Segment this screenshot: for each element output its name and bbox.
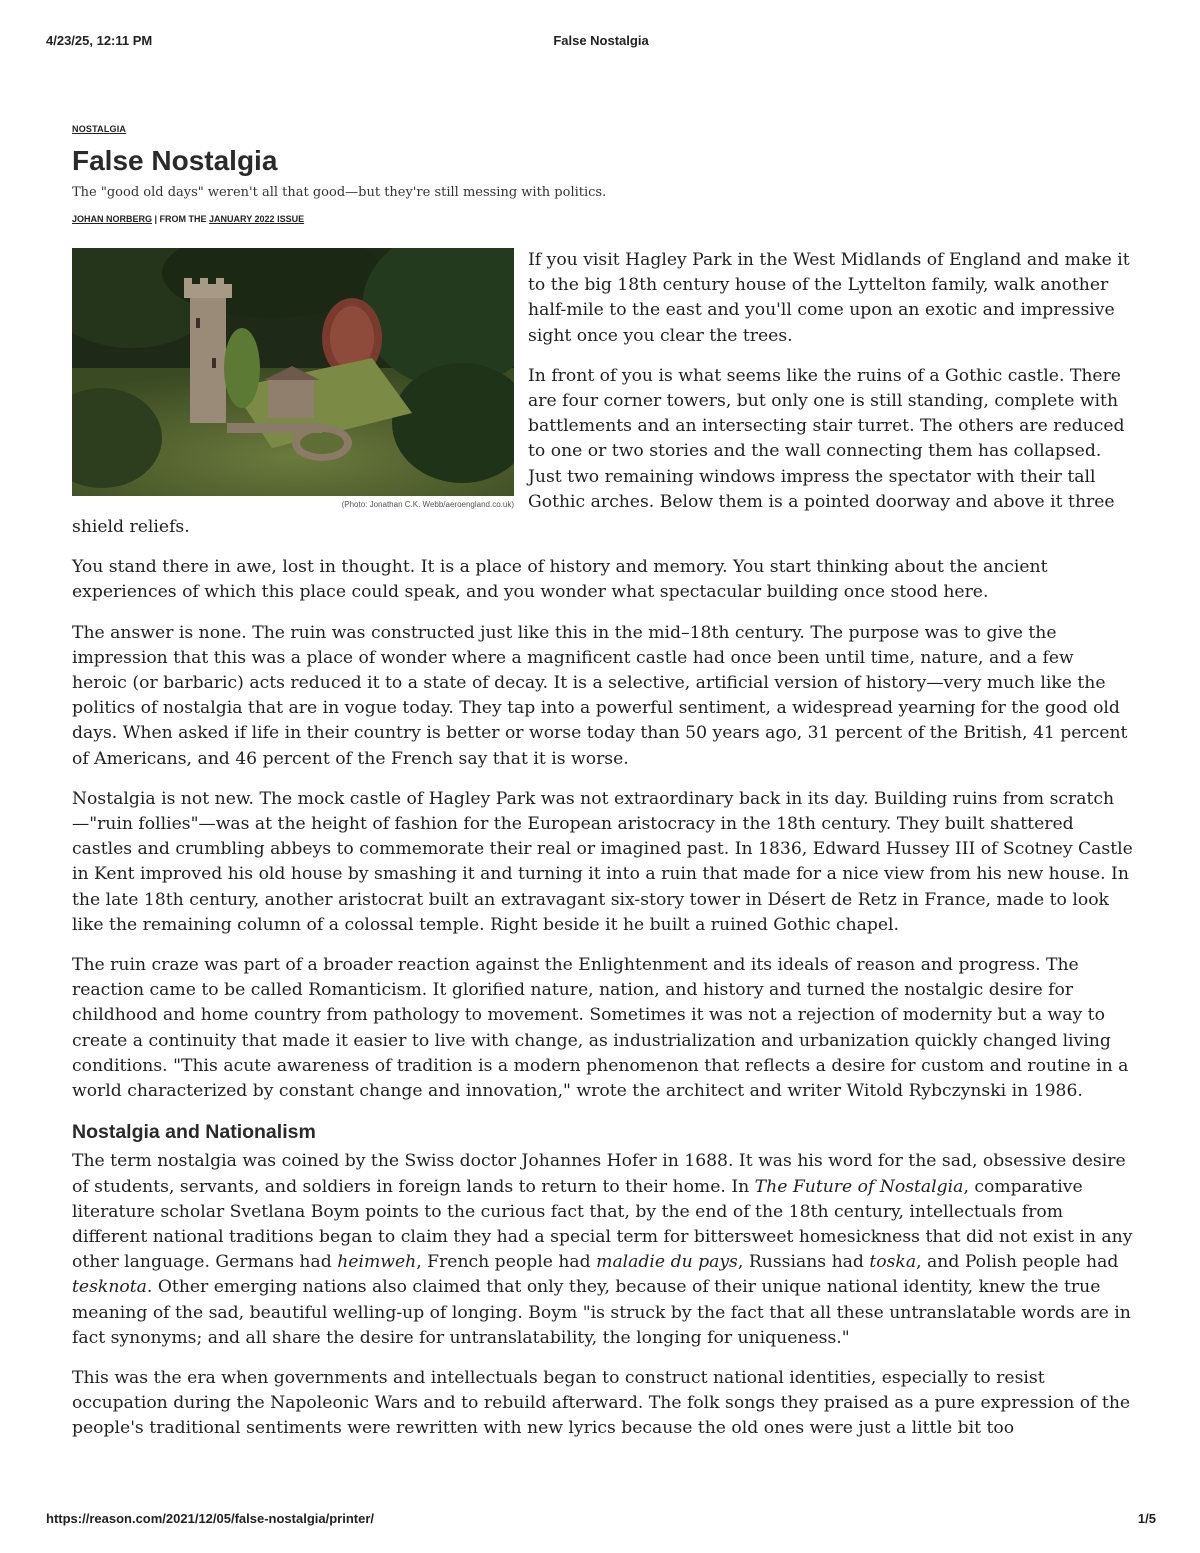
article [72,124,1134,1457]
issue-link[interactable]: JANUARY 2022 ISSUE [209,214,305,224]
text-run: The term nostalgia was coined by the Swiss doctor Johannes Hofer in 1688. It was his word for the sad, obsessive desire of students, servants, and soldiers in foreign lands to return to their home. In [72,1151,1126,1197]
text-run: , Russians had [737,1252,870,1273]
paragraph: In front of you is what seems like the ruins of a Gothic castle. There are four corner towers, but only one is still standing, complete with battlements and an intersecting stair turret. The others are reduced to one or two stories and the wall connecting them has collapsed. Just two remaining windows impress the spectator with their tall Gothic arches. Below them is a pointed doorway and above it three shield reliefs. [72,365,1125,538]
paragraph [72,1149,1134,1351]
paragraph: If you visit Hagley Park in the West Midlands of England and make it to the big 18th century house of the Lyttelton family, walk another half-mile to the east and you'll come upon an exotic and impressive sight once you clear the trees. [528,250,1130,346]
section-subhead: Nostalgia and Nationalism [72,1121,316,1144]
foreign-term: maladie du pays [596,1252,738,1273]
paragraph: The answer is none. The ruin was constructed just like this in the mid–18th century. The purpose was to give the impression that this was a place of wonder where a magnificent castle had once been until time, nature, and a few heroic (or barbaric) acts reduced it to a state of decay. It is a selective, artificial version of history—very much like the politics of nostalgia that are in vogue today. They tap into a powerful sentiment, a widespread yearning for the good old days. When asked if life in their country is better or worse today than 50 years ago, 31 percent of the British, 41 percent of Americans, and 46 percent of the French say that it is worse. [72,622,1128,769]
article-headline: False Nostalgia [72,145,278,176]
page-url: https://reason.com/2021/12/05/false-nostalgia/printer/ [46,1511,375,1526]
foreign-term: toska [869,1252,917,1273]
paragraph: This was the era when governments and intellectuals began to construct national identities, especially to resist occupation during the Napoleonic Wars and to rebuild afterward. The folk songs they praised as a pure expression of the people's traditional sentiments were rewritten with new lyrics because the old ones were just a little bit too [72,1367,1131,1439]
author-link[interactable]: JOHAN NORBERG [72,214,153,224]
text-run: , French people had [416,1252,597,1273]
foreign-term: heimweh [337,1252,417,1273]
article-body [72,248,1134,1442]
byline [72,214,1134,224]
article-figure [72,248,514,510]
paragraph: You stand there in awe, lost in thought. It is a place of history and memory. You start thinking about the ancient experiences of which this place could speak, and you wonder what spectacular building once stood here. [72,557,1048,603]
text-run: , comparative literature scholar Svetlana Boym points to the curious fact that, by the end of the 18th century, intellectuals from different national traditions began to claim they had a special term for bittersweet homesickness that did not exist in any other language. Germans had [72,1176,1133,1273]
page-number: 1/5 [1137,1511,1156,1526]
paragraph: The ruin craze was part of a broader reaction against the Enlightenment and its ideals of reason and progress. The reaction came to be called Romanticism. It glorified nature, nation, and history and turned the nostalgic desire for childhood and home country from pathology to movement. Sometimes it was not a rejection of modernity but a way to create a continuity that made it easier to live with change, as industrialization and urbanization quickly changed living conditions. "This acute awareness of tradition is a modern phenomenon that reflects a desire for custom and routine in a world characterized by constant change and innovation," wrote the architect and writer Witold Rybczynski in 1986. [72,955,1129,1102]
print-footer [46,1511,1156,1527]
print-header [46,33,1156,49]
print-date: 4/23/25, 12:11 PM [46,33,153,48]
text-run: , and Polish people had [916,1252,1119,1273]
category-link[interactable]: NOSTALGIA [72,124,127,134]
castle-ruin-photo [72,248,514,496]
article-dek: The "good old days" weren't all that good—but they're still messing with politics. [72,185,607,200]
book-title: The Future of Nostalgia [754,1176,964,1197]
paragraph: Nostalgia is not new. The mock castle of Hagley Park was not extraordinary back in its day. Building ruins from scratch —"ruin follies"—was at the height of fashion for the European aristocracy in the 18th century. They built shattered castles and crumbling abbeys to commemorate their real or imagined past. In 1836, Edward Hussey III of Scotney Castle in Kent improved his old house by smashing it and turning it into a ruin that made for a nice view from his new house. In the late 18th century, another aristocrat built an extravagant six-story tower in Désert de Retz in France, made to look like the remaining column of a colossal temple. Right beside it he built a ruined Gothic chapel. [72,788,1133,935]
print-title: False Nostalgia [553,33,649,48]
foreign-term: tesknota [72,1277,147,1298]
byline-separator: | FROM THE [152,214,210,224]
photo-caption: (Photo: Jonathan C.K. Webb/aeroengland.co.uk) [341,500,514,509]
text-run: . Other emerging nations also claimed that only they, because of their unique national identity, knew the true meaning of the sad, beautiful welling-up of longing. Boym "is struck by the fact that all these untranslatable words are in fact synonyms; and all share the desire for untranslatability, the longing for uniqueness." [72,1277,1131,1348]
